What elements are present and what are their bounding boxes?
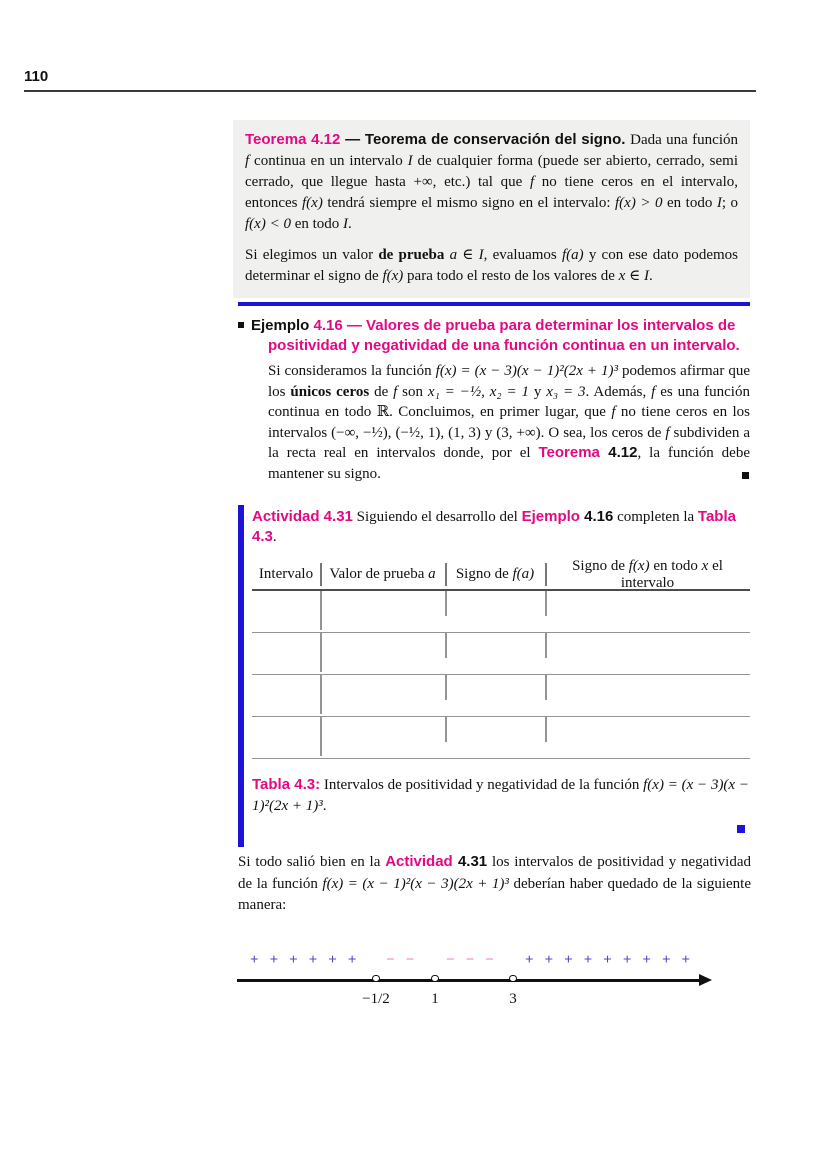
end-of-example-marker-icon bbox=[742, 472, 749, 479]
section-divider-rule bbox=[238, 302, 750, 306]
closing-paragraph: Si todo salió bien en la Actividad 4.31 los intervalos de positividad y negatividad de la función f(x) = (x − 1)²(x − 3)(2x + 1)³ deberían haber quedado de la siguiente manera: bbox=[238, 853, 751, 913]
theorem-paragraph-1: Teorema 4.12 — Teorema de conservación del signo. Dada una función f continua en un intervalo I de cualquier forma (puede ser abierto, cerrado, semi cerrado, que llegue hasta +∞, etc.) tal que f no tiene ceros en el intervalo, entonces f(x) tendrá siempre el mismo signo en el intervalo: f(x) > 0 en todo I; o f(x) < 0 en todo I. bbox=[245, 131, 739, 232]
point-label: −1/2 bbox=[362, 991, 390, 1007]
example-heading-text: Ejemplo 4.16 — Valores de prueba para determinar los intervalos de positividad y negatividad de una función continua en un intervalo. bbox=[251, 317, 740, 354]
column-header-valor-de-prueba: Valor de prueba a bbox=[329, 566, 436, 582]
theorem-box bbox=[233, 120, 750, 298]
table-row bbox=[252, 633, 750, 675]
minus-sign-group: − − bbox=[386, 952, 415, 968]
open-point bbox=[431, 975, 439, 983]
activity-heading: Actividad 4.31 Siguiendo el desarrollo del Ejemplo 4.16 completen la Tabla 4.3. bbox=[252, 508, 736, 545]
number-line-figure bbox=[237, 944, 717, 1024]
column-header-signo-fa: Signo de f(a) bbox=[455, 566, 535, 582]
table-row bbox=[252, 717, 750, 759]
plus-sign-group: + + + + + + bbox=[250, 952, 357, 968]
open-point bbox=[509, 975, 517, 983]
example-body bbox=[268, 361, 750, 484]
point-label: 3 bbox=[509, 991, 517, 1007]
activity-accent-bar bbox=[238, 505, 244, 847]
activity-panel bbox=[238, 503, 750, 847]
column-separator bbox=[320, 563, 322, 586]
header-rule bbox=[24, 90, 756, 92]
column-header-signo-fx: Signo de f(x) en todo x el intervalo bbox=[572, 557, 723, 591]
example-body-text: Si consideramos la función f(x) = (x − 3)(x − 1)²(2x + 1)³ podemos afirmar que los únicos ceros de f son x₁ = −½, x₂ = 1 y x₃ = 3. Además, f es una función continua en todo ℝ. Concluimos, en primer lugar, que f no tiene ceros en los intervalos (−∞, −½), (−½, 1), (1, 3) y (3, +∞). O sea, los ceros de f subdividen a la recta real en intervalos donde, por el Teorema 4.12, la función debe mantener su signo. bbox=[268, 363, 750, 482]
theorem-paragraph-2: Si elegimos un valor de prueba a ∈ I, evaluamos f(a) y con ese dato podemos determinar el signo de f(x) para todo el resto de los valores de x ∈ I. bbox=[245, 247, 738, 284]
table-row bbox=[252, 675, 750, 717]
table-caption: Tabla 4.3: Intervalos de positividad y negatividad de la función f(x) = (x − 3)(x − 1)²(2x + 1)³. bbox=[252, 776, 749, 814]
example-bullet-icon bbox=[238, 322, 244, 328]
example-heading bbox=[238, 316, 755, 355]
column-header-intervalo: Intervalo bbox=[258, 566, 314, 582]
arrowhead-icon bbox=[699, 974, 712, 986]
point-label: 1 bbox=[431, 991, 439, 1007]
axis-line bbox=[237, 979, 703, 982]
open-point bbox=[372, 975, 380, 983]
plus-sign-group: + + + + + + + + + bbox=[525, 952, 691, 968]
column-separator bbox=[545, 563, 547, 586]
table-header-row bbox=[252, 557, 750, 591]
signs-table bbox=[252, 557, 750, 759]
table-row bbox=[252, 591, 750, 633]
minus-sign-group: − − − bbox=[446, 952, 494, 968]
page-number: 110 bbox=[24, 68, 49, 85]
column-separator bbox=[445, 563, 447, 586]
end-of-activity-marker-icon bbox=[737, 825, 745, 833]
